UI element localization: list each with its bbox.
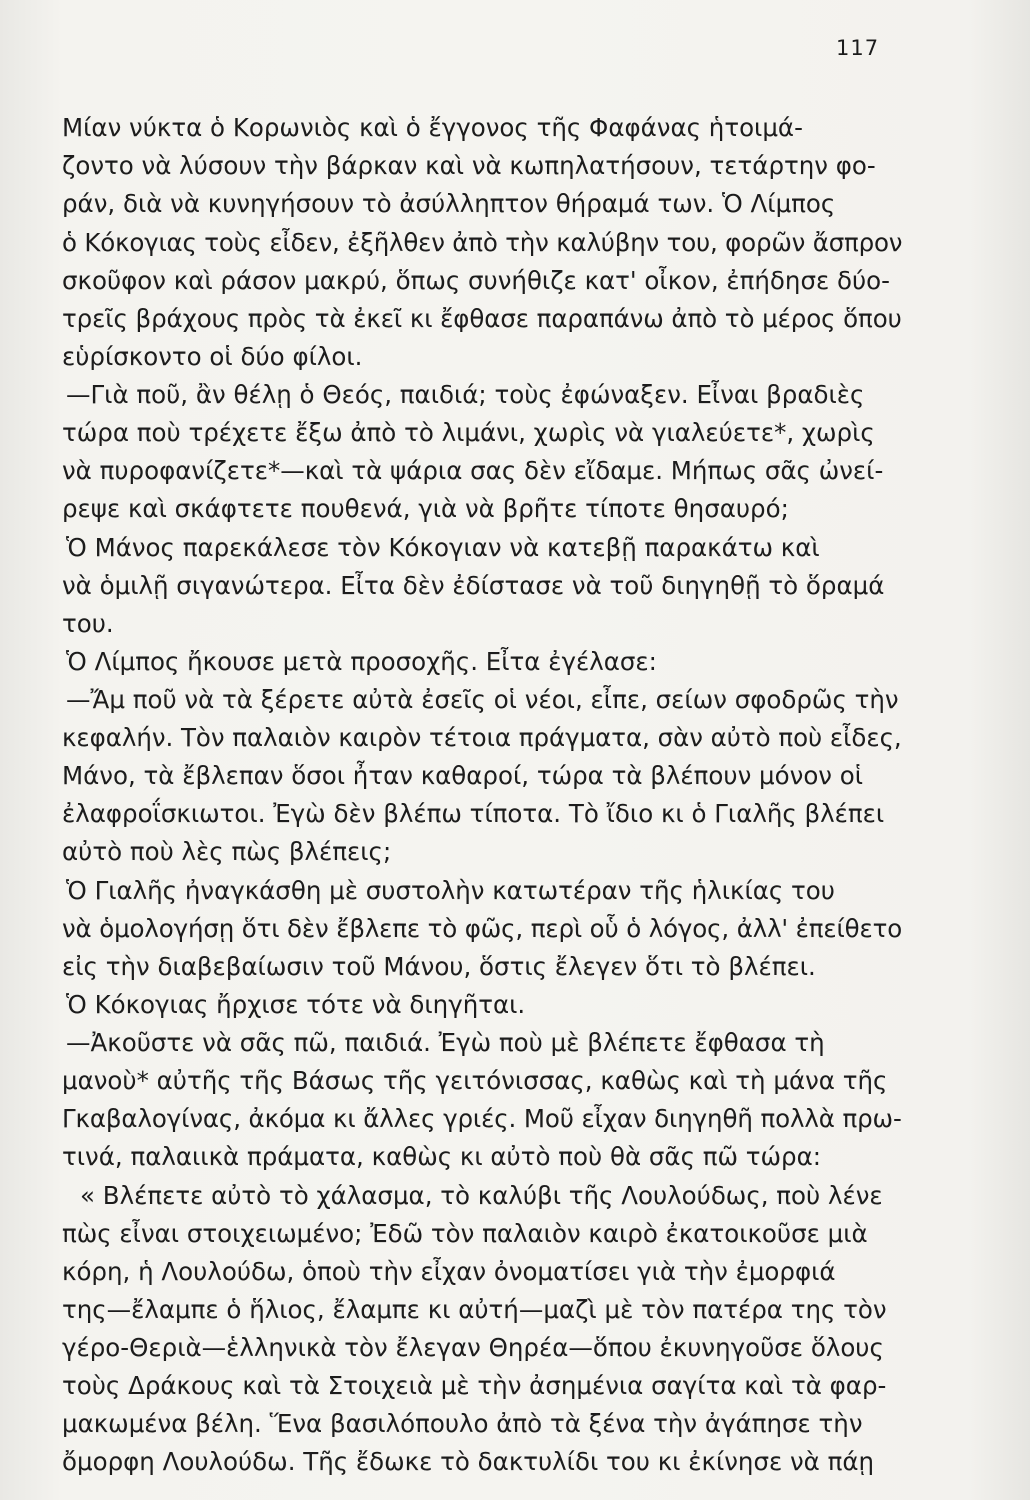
text-line: ὄμορφη Λουλούδω. Τῆς ἔδωκε τὸ δακτυλίδι του κι ἐκίνησε νὰ πάῃ xyxy=(62,1447,875,1476)
text-line: Ὁ Γιαλῆς ἠναγκάσθη μὲ συστολὴν κατωτέραν τῆς ἡλικίας του xyxy=(66,876,835,905)
text-line: τοὺς Δράκους καὶ τὰ Στοιχειὰ μὲ τὴν ἀσημένια σαγίτα καὶ τὰ φαρ- xyxy=(62,1371,887,1400)
text-line: του. xyxy=(62,609,114,638)
text-line: Μάνο, τὰ ἔβλεπαν ὅσοι ἦταν καθαροί, τώρα τὰ βλέπουν μόνον οἱ xyxy=(62,761,864,790)
text-line: εἰς τὴν διαβεβαίωσιν τοῦ Μάνου, ὅστις ἔλεγεν ὅτι τὸ βλέπει. xyxy=(62,952,816,981)
text-line: Ὁ Λίμπος ἤκουσε μετὰ προσοχῆς. Εἶτα ἐγέλασε: xyxy=(66,647,657,676)
text-line: αὐτὸ ποὺ λὲς πὼς βλέπεις; xyxy=(62,837,392,866)
text-line: Ὁ Μάνος παρεκάλεσε τὸν Κόκογιαν νὰ κατεβῇ παρακάτω καὶ xyxy=(66,533,820,562)
text-line: μακωμένα βέλη. Ἕνα βασιλόπουλο ἀπὸ τὰ ξένα τὴν ἀγάπησε τὴν xyxy=(62,1409,863,1438)
text-line: μανοὺ* αὐτῆς τῆς Βάσως τῆς γειτόνισσας, καθὼς καὶ τὴ μάνα τῆς xyxy=(62,1066,888,1095)
text-line: γέρο-Θεριὰ—ἑλληνικὰ τὸν ἔλεγαν Θηρέα—ὅπου ἐκυνηγοῦσε ὅλους xyxy=(62,1333,884,1362)
text-line: της—ἔλαμπε ὁ ἥλιος, ἔλαμπε κι αὐτή—μαζὶ μὲ τὸν πατέρα της τὸν xyxy=(62,1295,887,1324)
text-line: ράν, διὰ νὰ κυνηγήσουν τὸ ἀσύλληπτον θήραμά των. Ὁ Λίμπος xyxy=(62,189,836,218)
text-line: τινά, παλαιικὰ πράματα, καθὼς κι αὐτὸ ποὺ θὰ σᾶς πῶ τώρα: xyxy=(62,1142,822,1171)
text-line: πὼς εἶναι στοιχειωμένο; Ἐδῶ τὸν παλαιὸν καιρὸ ἐκατοικοῦσε μιὰ xyxy=(62,1219,868,1248)
text-line: κεφαλήν. Τὸν παλαιὸν καιρὸν τέτοια πράγματα, σὰν αὐτὸ ποὺ εἶδες, xyxy=(62,723,902,752)
text-line: Γκαβαλογίνας, ἀκόμα κι ἄλλες γριές. Μοῦ εἶχαν διηγηθῆ πολλὰ πρω- xyxy=(62,1104,902,1133)
text-line: σκοῦφον καὶ ράσον μακρύ, ὅπως συνήθιζε κατ' οἶκον, ἐπήδησε δύο- xyxy=(62,266,890,295)
text-line: νὰ ὁμιλῇ σιγανώτερα. Εἶτα δὲν ἐδίστασε νὰ τοῦ διηγηθῇ τὸ ὅραμά xyxy=(62,571,885,600)
text-line: ζοντο νὰ λύσουν τὴν βάρκαν καὶ νὰ κωπηλατήσουν, τετάρτην φο- xyxy=(62,151,876,180)
text-line: ἐλαφροΐσκιωτοι. Ἐγὼ δὲν βλέπω τίποτα. Τὸ ἴδιο κι ὁ Γιαλῆς βλέπει xyxy=(62,799,885,828)
text-line: τρεῖς βράχους πρὸς τὰ ἐκεῖ κι ἔφθασε παραπάνω ἀπὸ τὸ μέρος ὅπου xyxy=(62,304,902,333)
text-line: ὁ Κόκογιας τοὺς εἶδεν, ἐξῆλθεν ἀπὸ τὴν καλύβην του, φορῶν ἄσπρον xyxy=(62,228,902,257)
text-line: νὰ ὁμολογήσῃ ὅτι δὲν ἔβλεπε τὸ φῶς, περὶ οὗ ὁ λόγος, ἀλλ' ἐπείθετο xyxy=(62,914,902,943)
text-line: —Ἄμ ποῦ νὰ τὰ ξέρετε αὐτὰ ἐσεῖς οἱ νέοι, εἶπε, σείων σφοδρῶς τὴν xyxy=(66,685,899,714)
text-line: —Γιὰ ποῦ, ἂν θέλῃ ὁ Θεός, παιδιά; τοὺς ἐφώναξεν. Εἶναι βραδιὲς xyxy=(66,380,865,409)
page-number: 117 xyxy=(836,36,880,60)
text-line: τώρα ποὺ τρέχετε ἔξω ἀπὸ τὸ λιμάνι, χωρὶς νὰ γιαλεύετε*, χωρὶς xyxy=(62,418,875,447)
text-line: εὑρίσκοντο οἱ δύο φίλοι. xyxy=(62,342,363,371)
text-line: ρεψε καὶ σκάφτετε πουθενά, γιὰ νὰ βρῆτε τίποτε θησαυρό; xyxy=(62,494,789,523)
text-line: νὰ πυροφανίζετε*—καὶ τὰ ψάρια σας δὲν εἴδαμε. Μήπως σᾶς ὠνεί- xyxy=(62,456,884,485)
text-line: « Βλέπετε αὐτὸ τὸ χάλασμα, τὸ καλύβι τῆς Λουλούδως, ποὺ λένε xyxy=(80,1181,883,1210)
text-line: Μίαν νύκτα ὁ Κορωνιὸς καὶ ὁ ἔγγονος τῆς Φαφάνας ἡτοιμά- xyxy=(62,113,803,142)
text-line: κόρη, ἡ Λουλούδω, ὁποὺ τὴν εἶχαν ὀνοματίσει γιὰ τὴν ἐμορφιά xyxy=(62,1257,836,1286)
text-line: —Ἀκοῦστε νὰ σᾶς πῶ, παιδιά. Ἐγὼ ποὺ μὲ βλέπετε ἔφθασα τὴ xyxy=(66,1028,825,1057)
text-line: Ὁ Κόκογιας ἤρχισε τότε νὰ διηγῆται. xyxy=(66,990,526,1019)
